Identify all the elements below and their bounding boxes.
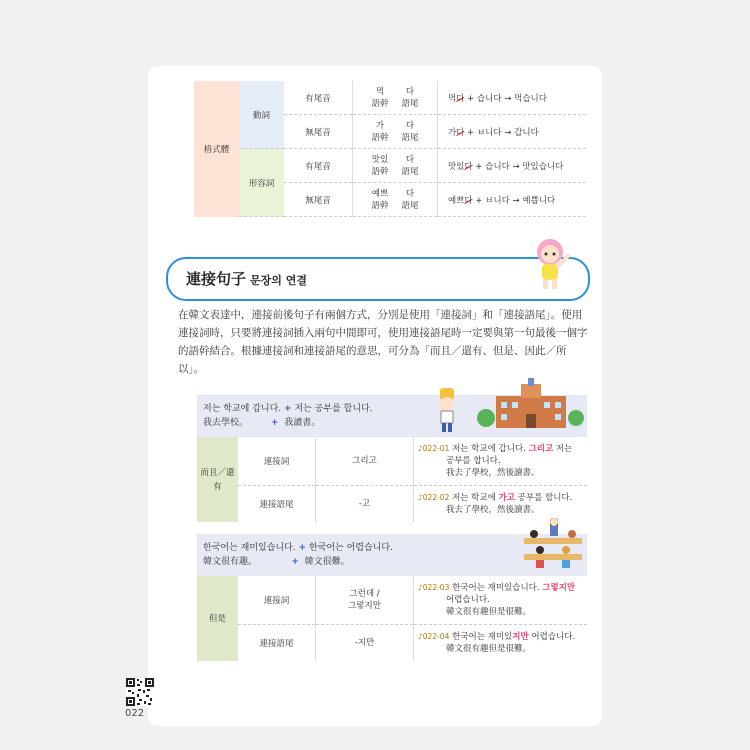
example-header-1: 저는 학교에 갑니다. + 저는 공부를 합니다. 我去學校。 + 我讀書。 [197, 395, 587, 437]
parts-cell: 가 다 語幹 語尾 [353, 115, 438, 149]
example-sentence: ♪022-04 한국어는 재미있지만 어렵습니다. 韓文很有趣但是很難。 [418, 632, 576, 654]
meaning-label: 而且／還有 [197, 437, 238, 522]
example-cell: 가다 + ㅂ니다 → 갑니다 [438, 115, 587, 149]
type-cell: 連接語尾 [238, 625, 316, 662]
type-cell: 連接詞 [238, 437, 316, 486]
parts-cell: 먹 다 語幹 語尾 [353, 81, 438, 115]
example-sentence: ♪022-01 저는 학교에 갑니다. 그리고 저는 공부를 합니다. 我去了學校，然後讀書。 [414, 437, 588, 486]
category-cell: 格式體 [194, 81, 239, 217]
parts-cell: 맛있 다 語幹 語尾 [353, 149, 438, 183]
type-cell: 連接詞 [238, 576, 316, 625]
qr-code-icon[interactable] [126, 678, 154, 706]
example-cell: 먹다 + 습니다 → 먹습니다 [438, 81, 587, 115]
example-cell: 맛있다 + 습니다 → 맛있습니다 [438, 149, 587, 183]
example-grid-2 [197, 576, 587, 661]
example-header-2: 한국어는 재미있습니다. + 한국어는 어렵습니다. 韓文很有趣。 + 韓文很難。 [197, 534, 587, 576]
kind-cell: 有尾音 [284, 81, 353, 115]
verb-label: 動詞 [239, 81, 284, 149]
connector-cell: -지만 [316, 625, 414, 662]
conjugation-table [194, 81, 586, 217]
classroom-illustration-icon [520, 514, 586, 568]
meaning-label: 但是 [197, 576, 238, 661]
connector-cell: 그리고 [316, 437, 414, 486]
kind-cell: 無尾音 [284, 115, 353, 149]
girl-illustration-icon [528, 236, 574, 292]
school-illustration-icon [436, 378, 586, 434]
connector-cell: -고 [316, 486, 414, 523]
example-sentence: ♪022-03 한국어는 재미있습니다. 그렇지만 어렵습니다. 韓文很有趣但是很難。 [414, 576, 588, 625]
intro-paragraph: 在韓文表達中，連接前後句子有兩個方式，分別是使用「連接詞」和「連接語尾」。使用連接詞時，只要將連接詞插入兩句中間即可，使用連接語尾時一定要與第一句最後一個字的語幹結合。根據連接詞和連接語尾的意思，可分為「而且／還有、但是、因此／所以」。 [178, 309, 588, 375]
parts-cell: 예쁘 다 語幹 語尾 [353, 183, 438, 217]
type-cell: 連接語尾 [238, 486, 316, 523]
kind-cell: 有尾音 [284, 149, 353, 183]
section-title: 連接句子 문장의 연결 [186, 270, 307, 288]
kind-cell: 無尾音 [284, 183, 353, 217]
section-header [166, 257, 590, 301]
example-grid-1 [197, 437, 587, 522]
example-sentence: ♪022-02 저는 학교에 가고 공부를 합니다. 我去了學校，然後讀書。 [418, 493, 573, 515]
page-number: 022 [125, 708, 145, 719]
example-cell: 예쁘다 + ㅂ니다 → 예쁩니다 [438, 183, 587, 217]
connector-cell: 그런데 / 그렇지만 [316, 576, 414, 625]
adjective-label: 形容詞 [239, 149, 284, 217]
